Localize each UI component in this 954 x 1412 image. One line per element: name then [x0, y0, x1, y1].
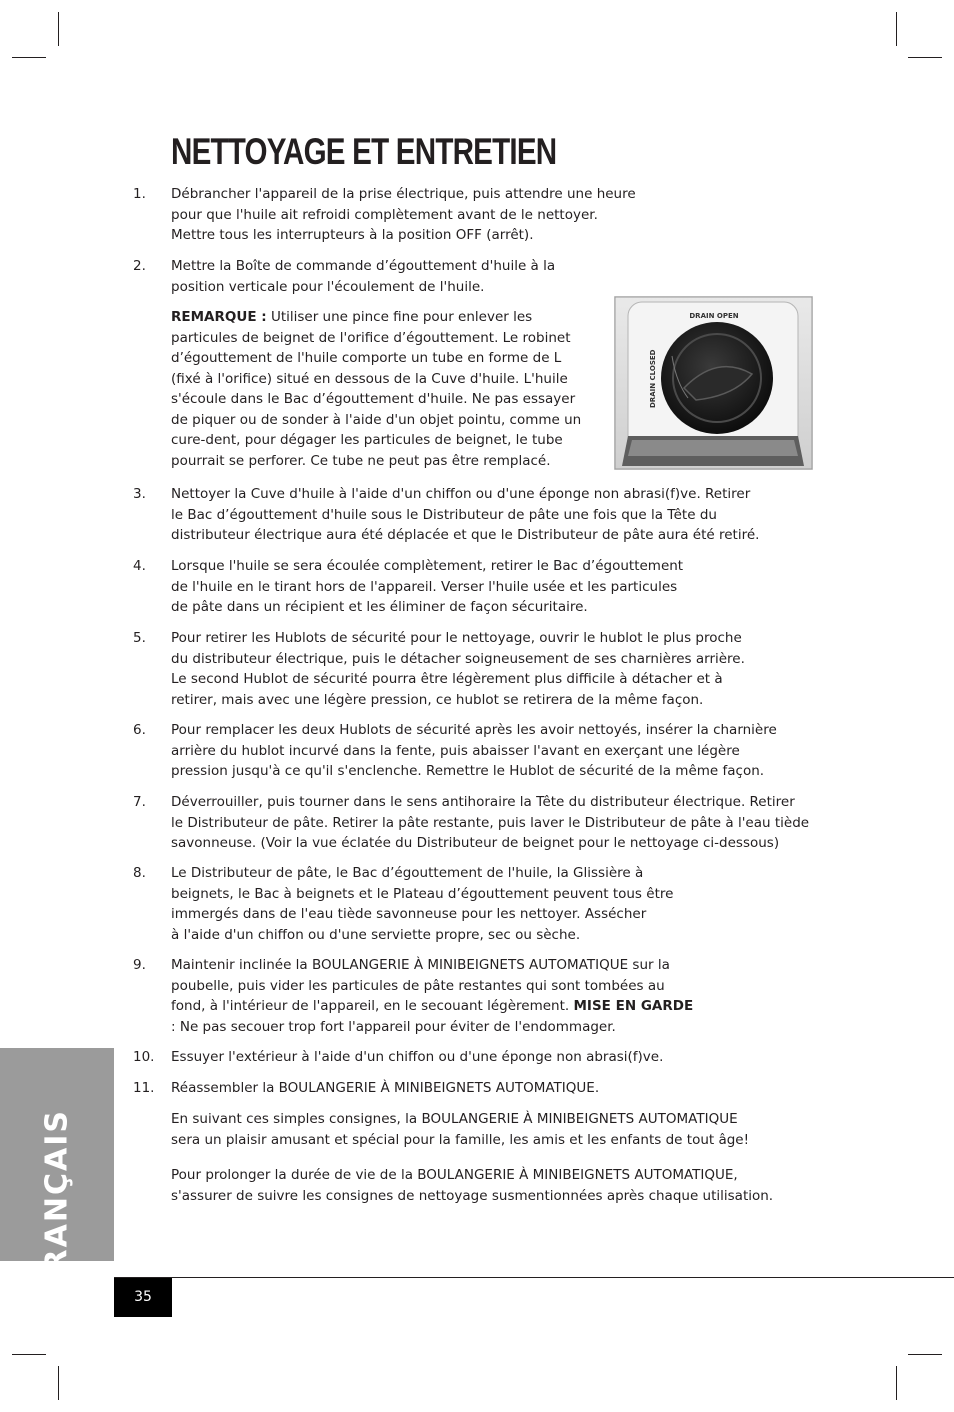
drain-knob-photo — [614, 296, 813, 470]
crop-mark — [908, 57, 942, 58]
step-text: Réassembler la BOULANGERIE À MINIBEIGNETS AUTOMATIQUE. — [171, 1080, 600, 1096]
step-text: immergés dans de l'eau tiède savonneuse pour les nettoyer. Assécher — [171, 906, 647, 922]
step-text: Le second Hublot de sécurité pourra être légèrement plus difficile à détacher et à — [171, 671, 723, 687]
closing-text: Pour prolonger la durée de vie de la BOULANGERIE À MINIBEIGNETS AUTOMATIQUE, — [171, 1167, 738, 1183]
language-tab — [0, 1048, 114, 1295]
step-text: beignets, le Bac à beignets et le Plateau d’égouttement peuvent tous être — [171, 885, 674, 902]
remark-text: d’égouttement de l'huile comporte un tube en forme de L — [171, 350, 562, 366]
remark-text: de piquer ou de sonder à l'aide d'un objet pointu, comme un — [171, 411, 582, 428]
remark-label: REMARQUE : — [171, 309, 267, 325]
step-text: Nettoyer la Cuve d'huile à l'aide d'un chiffon ou d'une éponge non abrasi(f)ve. Retirer — [171, 486, 751, 502]
crop-mark — [12, 57, 46, 58]
step-text: pour que l'huile ait refroidi complètement avant de le nettoyer. — [171, 206, 598, 223]
step-text: pression jusqu'à ce qu'il s'enclenche. Remettre le Hublot de sécurité de la même façon. — [171, 763, 765, 779]
crop-mark — [908, 1354, 942, 1355]
step-number: 2. — [133, 258, 146, 274]
step-text: Pour remplacer les deux Hublots de sécurité après les avoir nettoyés, insérer la charnière — [171, 722, 777, 738]
step-number: 6. — [133, 722, 146, 738]
step-text: savonneuse. (Voir la vue éclatée du Distributeur de beignet pour le nettoyage ci-dessous) — [171, 835, 780, 851]
step-number: 5. — [133, 630, 146, 646]
remark-text: pourrait se perforer. Ce tube ne peut pas être remplacé. — [171, 452, 551, 469]
step-text: : Ne pas secouer trop fort l'appareil pour éviter de l'endommager. — [171, 1018, 616, 1035]
step-text: de pâte dans un récipient et les éliminer de façon sécuritaire. — [171, 599, 588, 615]
remark-text: s'écoule dans le Bac d’égouttement d'huile. Ne pas essayer — [171, 391, 576, 407]
crop-mark — [12, 1354, 46, 1355]
caution-label: MISE EN GARDE — [573, 998, 694, 1014]
step-text: du distributeur électrique, puis le détacher soigneusement de ses charnières arrière. — [171, 650, 745, 667]
step-text: poubelle, puis vider les particules de pâte restantes qui sont tombées au — [171, 977, 665, 994]
step-number: 10. — [133, 1049, 155, 1065]
closing-text: sera un plaisir amusant et spécial pour la famille, les amis et les enfants de tout âge! — [171, 1131, 750, 1148]
remark-text: (fixé à l'orifice) situé en dessous de la Cuve d'huile. L'huile — [171, 370, 568, 387]
step-text: Débrancher l'appareil de la prise électrique, puis attendre une heure — [171, 186, 636, 202]
closing-text: s'assurer de suivre les consignes de nettoyage susmentionnées après chaque utilisation. — [171, 1187, 774, 1204]
language-label: FRANÇAIS — [39, 1109, 75, 1295]
step-text: arrière du hublot incurvé dans la fente, puis abaisser l'avant en exerçant une légère — [171, 742, 740, 759]
step-text: le Bac d’égouttement d'huile sous le Distributeur de pâte une fois que la Tête du — [171, 506, 717, 523]
step-number: 3. — [133, 486, 146, 502]
step-text: fond, à l'intérieur de l'appareil, en le secouant légèrement. — [171, 998, 570, 1014]
closing-text: En suivant ces simples consignes, la BOULANGERIE À MINIBEIGNETS AUTOMATIQUE — [171, 1111, 738, 1127]
step-text: distributeur électrique aura été déplacée et que le Distributeur de pâte aura été retiré. — [171, 527, 760, 543]
step-number: 4. — [133, 558, 146, 574]
step-text: retirer, mais avec une légère pression, ce hublot se retirera de la même façon. — [171, 691, 704, 708]
page-number: 35 — [114, 1278, 172, 1317]
remark-text: particules de beignet de l'orifice d’égouttement. Le robinet — [171, 329, 571, 346]
step-text: de l'huile en le tirant hors de l'appareil. Verser l'huile usée et les particules — [171, 578, 678, 595]
page-title: NETTOYAGE ET ENTRETIEN — [171, 131, 557, 172]
step-number: 11. — [133, 1080, 155, 1096]
remark-text: cure-dent, pour dégager les particules de beignet, le tube — [171, 432, 563, 448]
step-number: 1. — [133, 186, 146, 202]
footer-rule — [114, 1277, 954, 1278]
drain-closed-label: DRAIN CLOSED — [649, 349, 657, 408]
step-text: Le Distributeur de pâte, le Bac d’égouttement de l'huile, la Glissière à — [171, 865, 644, 881]
step-text: Essuyer l'extérieur à l'aide d'un chiffon ou d'une éponge non abrasi(f)ve. — [171, 1049, 664, 1065]
crop-mark — [58, 12, 59, 46]
step-text: le Distributeur de pâte. Retirer la pâte restante, puis laver le Distributeur de pâte à l'eau tiède — [171, 814, 810, 831]
step-text: Pour retirer les Hublots de sécurité pour le nettoyage, ouvrir le hublot le plus proche — [171, 630, 742, 646]
drain-open-label: DRAIN OPEN — [689, 312, 739, 320]
step-text: Mettre tous les interrupteurs à la position OFF (arrêt). — [171, 227, 534, 243]
step-number: 8. — [133, 865, 146, 881]
step-number: 7. — [133, 794, 146, 810]
step-text: Mettre la Boîte de commande d’égouttement d'huile à la — [171, 258, 556, 274]
step-text: Maintenir inclinée la BOULANGERIE À MINIBEIGNETS AUTOMATIQUE sur la — [171, 957, 670, 973]
crop-mark — [58, 1366, 59, 1400]
crop-mark — [896, 12, 897, 46]
step-number: 9. — [133, 957, 146, 973]
step-text: position verticale pour l'écoulement de l'huile. — [171, 278, 485, 295]
step-text: Déverrouiller, puis tourner dans le sens antihoraire la Tête du distributeur électrique. Retirer — [171, 794, 795, 810]
step-text: à l'aide d'un chiffon ou d'une serviette propre, sec ou sèche. — [171, 926, 581, 943]
step-text: Lorsque l'huile se sera écoulée complètement, retirer le Bac d’égouttement — [171, 558, 684, 574]
crop-mark — [896, 1366, 897, 1400]
remark-text: Utiliser une pince fine pour enlever les — [270, 309, 533, 325]
